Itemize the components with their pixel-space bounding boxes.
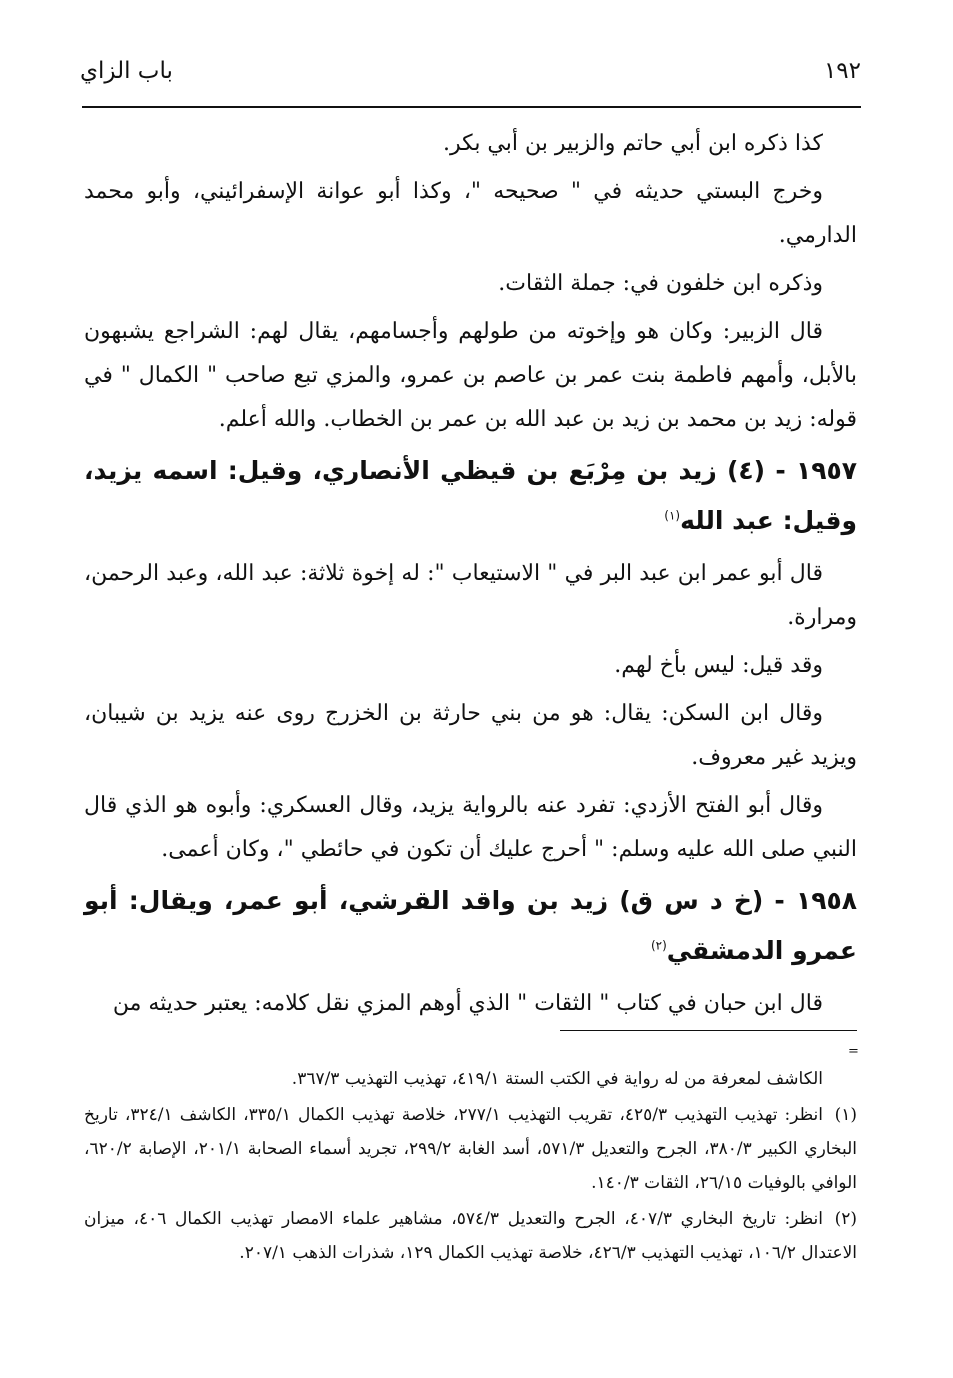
entry-heading-1957 — [84, 446, 857, 546]
entry-title-1957: ١٩٥٧ - (٤) زيد بن مِرْبَع بن قيظي الأنصاري، وقيل: اسمه يزيد، وقيل: عبد الله — [84, 456, 857, 535]
footnote-2 — [84, 1202, 857, 1270]
footnote-1 — [84, 1098, 857, 1200]
footnote-2-text: انظر: تاريخ البخاري ٤٠٧/٣، الجرح والتعديل ٥٧٤/٣، مشاهير علماء الامصار تهذيب الكمال ٤٠٦، ميزان الاعتدال ١٠٦/٢، تهذيب التهذيب ٤٢٦/٣، خلاصة تهذيب الكمال ١٢٩، شذرات الذهب ٢٠٧/١. — [84, 1209, 857, 1263]
paragraph-3: وذكره ابن خلفون في: جملة الثقات. — [498, 271, 823, 296]
footnotes — [84, 1062, 857, 1272]
paragraph-7: وقال ابن السكن: يقال: هو من بني حارثة بن الخزرج روى عنه يزيد بن شيبان، ويزيد غير معروف. — [84, 701, 857, 770]
chapter-title: باب الزاي — [80, 58, 173, 84]
footnote-separator — [560, 1030, 857, 1031]
footnote-1-text: انظر: تهذيب التهذيب ٤٢٥/٣، تقريب التهذيب ٢٧٧/١، خلاصة تهذيب الكمال ٣٣٥/١، الكاشف ٣٢٤/١، تاريخ البخاري الكبير ٣٨٠/٣، الجرح والتعديل ٥٧١/٣، أسد الغابة ٢٩٩/٢، تجريد أسماء الصحابة ٢٠١/١، الإصابة ٦٢٠/٢، الوافي بالوفيات ٢٦/١٥، الثقات ١٤٠/٣. — [84, 1105, 857, 1193]
continuation-marker: = — [848, 1044, 859, 1059]
footnote-ref-1: (١) — [664, 508, 681, 523]
paragraph-4: قال الزبير: وكان هو وإخوته من طولهم وأجسامهم، يقال لهم: الشراجع يشبهون بالأبل، وأمهم فاطمة بنت عمر بن عاصم بن عمرو، والمزي تبع صاحب " الكمال " في قوله: زيد بن محمد بن زيد بن عبد الله بن عمر بن الخطاب. والله أعلم. — [84, 319, 858, 432]
footnote-continued: الكاشف لمعرفة من له رواية في الكتب الستة ٤١٩/١، تهذيب التهذيب ٣٦٧/٣. — [291, 1069, 823, 1089]
footnote-1-number: (١) — [834, 1105, 858, 1125]
paragraph-6: وقد قيل: ليس بأخ لهم. — [614, 653, 823, 678]
paragraph-8: وقال أبو الفتح الأزدي: تفرد عنه بالرواية يزيد، وقال العسكري: وأبوه هو الذي قال النبي صلى الله عليه وسلم: " أحرج عليك أن تكون في حائطي "، وكان أعمى. — [84, 793, 857, 862]
main-text — [84, 122, 857, 1030]
header-rule — [82, 106, 861, 108]
entry-heading-1958 — [84, 876, 857, 976]
footnote-ref-2: (٢) — [650, 938, 667, 953]
paragraph-2: وخرج البستي حديثه في " صحيحه "، وكذا أبو عوانة الإسفرائيني، وأبو محمد الدارمي. — [84, 179, 857, 248]
paragraph-5: قال أبو عمر ابن عبد البر في " الاستيعاب ": له إخوة ثلاثة: عبد الله، وعبد الرحمن، ومرارة. — [84, 561, 857, 630]
running-head — [80, 58, 861, 96]
entry-title-1958: ١٩٥٨ - (خ د س ق) زيد بن واقد القرشي، أبو عمر، ويقال: أبو عمرو الدمشقي — [84, 886, 857, 965]
paragraph-1: كذا ذكره ابن أبي حاتم والزبير بن أبي بكر. — [443, 131, 823, 156]
footnote-2-number: (٢) — [834, 1209, 858, 1229]
page-number: ١٩٢ — [823, 58, 861, 84]
paragraph-9: قال ابن حبان في كتاب " الثقات " الذي أوهم المزي نقل كلامه: يعتبر حديثه من — [112, 991, 823, 1016]
